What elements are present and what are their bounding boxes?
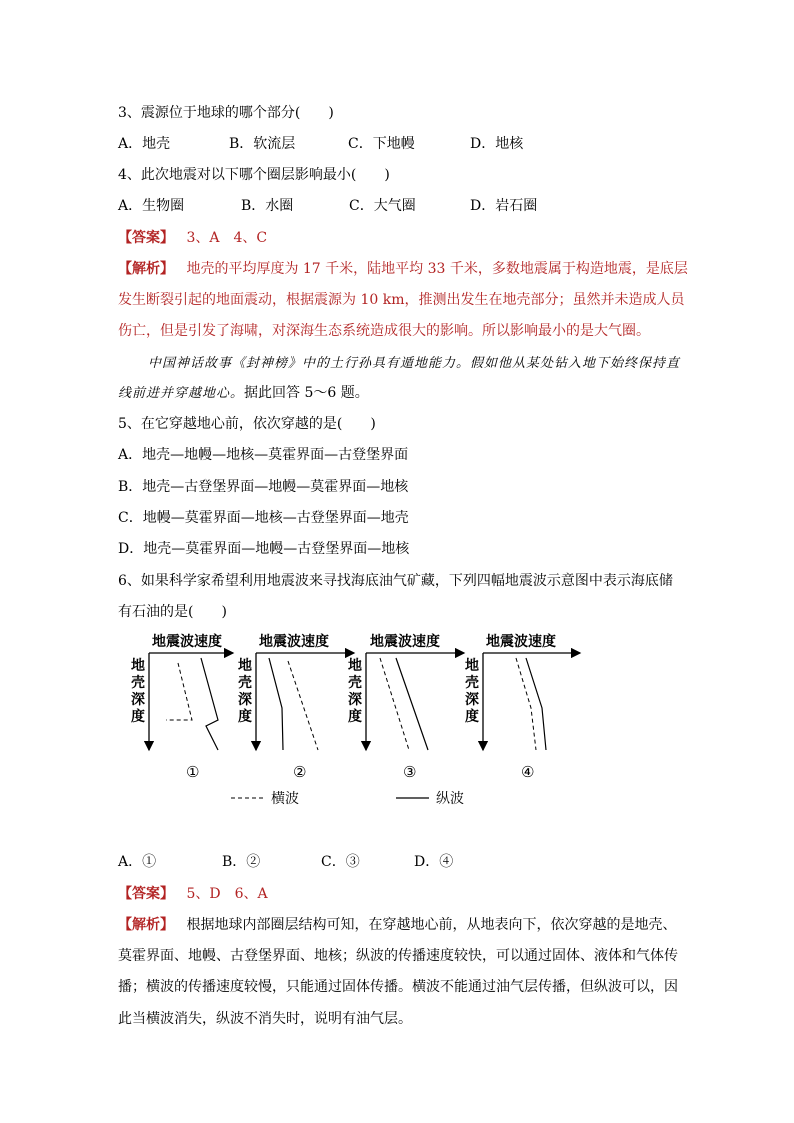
q4-option-a: A．生物圈 <box>118 198 185 214</box>
q5-option-c: C．地幔—莫霍界面—地核—古登堡界面—地壳 <box>118 510 409 526</box>
q5-option-b: B．地壳—古登堡界面—地幔—莫霍界面—地核 <box>118 479 409 495</box>
question-3-stem: 3、震源位于地球的哪个部分( ) <box>118 105 334 121</box>
y-axis-label: 地壳深度 <box>131 658 145 725</box>
transverse-wave-line <box>516 658 536 750</box>
x-axis-label: 地震波速度 <box>259 634 329 650</box>
answer-text: 3、A 4、C <box>186 230 268 246</box>
analysis-text: 地壳的平均厚度为 17 千米，陆地平均 33 千米，多数地震属于构造地震，是底层 <box>186 261 688 277</box>
y-axis-label: 地壳深度 <box>238 658 252 725</box>
passage-text: 中国神话故事《封神榜》中的土行孙具有遁地能力。假如他从某处钻入地下始终保持直 <box>148 356 681 371</box>
analysis-tag: 【解析】 <box>118 917 174 933</box>
longitudinal-wave-line <box>201 658 218 750</box>
analysis-2-line-1 <box>118 915 676 935</box>
question-4-stem: 4、此次地震对以下哪个圈层影响最小( ) <box>118 167 390 183</box>
panel-3 <box>348 633 464 781</box>
q6-option-b: B．② <box>222 854 261 870</box>
panel-2 <box>238 633 354 781</box>
passage-line-1 <box>148 353 680 374</box>
longitudinal-wave-line <box>396 658 428 750</box>
q5-option-d: D．地壳—莫霍界面—地幔—古登堡界面—地核 <box>118 541 410 557</box>
q3-option-d: D．地核 <box>470 136 524 152</box>
legend-transverse-label: 横波 <box>271 791 299 807</box>
q6-option-c: C．③ <box>321 854 360 870</box>
question-6-stem-line-1: 6、如果科学家希望利用地震波来寻找海底油气矿藏，下列四幅地震波示意图中表示海底储 <box>118 573 673 589</box>
longitudinal-wave-line <box>526 658 546 750</box>
question-6-stem-line-2: 有石油的是( ) <box>118 604 227 620</box>
analysis-1-line-3: 伤亡，但是引发了海啸，对深海生态系统造成很大的影响。所以影响最小的是大气圈。 <box>118 323 650 339</box>
transverse-wave-line <box>380 658 409 750</box>
answer-text: 5、D 6、A <box>186 886 268 902</box>
transverse-wave-line <box>288 661 318 750</box>
longitudinal-wave-line <box>269 658 283 750</box>
q3-option-c: C．下地幔 <box>348 136 415 152</box>
panel-number: ② <box>293 763 307 781</box>
figure-legend <box>231 790 464 807</box>
q6-option-d: D．④ <box>414 854 454 870</box>
analysis-2-line-4: 此当横波消失，纵波不消失时，说明有油气层。 <box>118 1011 412 1027</box>
x-axis-label: 地震波速度 <box>486 634 556 650</box>
seismic-wave-figure <box>118 628 598 813</box>
answer-block-1 <box>118 228 267 248</box>
panel-number: ③ <box>403 763 417 781</box>
q3-option-b: B．软流层 <box>229 136 296 152</box>
panel-4 <box>465 633 580 781</box>
x-axis-label: 地震波速度 <box>152 634 222 650</box>
analysis-1-line-2: 发生断裂引起的地面震动，根据震源为 10 km，推测出发生在地壳部分；虽然并未造成人员 <box>118 292 685 308</box>
q5-option-a: A．地壳—地幔—地核—莫霍界面—古登堡界面 <box>118 447 409 463</box>
q4-option-c: C．大气圈 <box>349 198 416 214</box>
q6-option-a: A．① <box>118 854 157 870</box>
legend-longitudinal-label: 纵波 <box>436 791 464 807</box>
answer-tag: 【答案】 <box>118 886 174 902</box>
y-axis-label: 地壳深度 <box>348 658 362 725</box>
question-5-stem: 5、在它穿越地心前，依次穿越的是( ) <box>118 416 376 432</box>
analysis-tag: 【解析】 <box>118 261 174 277</box>
analysis-2-line-3: 播；横波的传播速度较慢，只能通过固体传播。横波不能通过油气层传播，但纵波可以，因 <box>118 979 678 995</box>
answer-tag: 【答案】 <box>118 230 174 246</box>
passage-text-italic: 线前进并穿越地心。 <box>118 386 245 401</box>
q4-option-b: B．水圈 <box>241 198 294 214</box>
analysis-text: 根据地球内部圈层结构可知，在穿越地心前，从地表向下，依次穿越的是地壳、 <box>186 917 677 933</box>
analysis-1-line-1 <box>118 259 688 279</box>
x-axis-label: 地震波速度 <box>370 634 440 650</box>
transverse-wave-line <box>166 663 192 720</box>
analysis-2-line-2: 莫霍界面、地幔、古登堡界面、地核；纵波的传播速度较快，可以通过固体、液体和气体传 <box>118 948 678 964</box>
panel-1 <box>131 633 233 781</box>
panel-number: ④ <box>521 763 535 781</box>
q3-option-a: A．地壳 <box>118 136 171 152</box>
passage-line-2 <box>118 383 369 404</box>
passage-instruction: 据此回答 5～6 题。 <box>244 385 369 401</box>
panel-number: ① <box>186 763 200 781</box>
answer-block-2 <box>118 884 268 904</box>
q4-option-d: D．岩石圈 <box>470 198 538 214</box>
y-axis-label: 地壳深度 <box>465 658 479 725</box>
